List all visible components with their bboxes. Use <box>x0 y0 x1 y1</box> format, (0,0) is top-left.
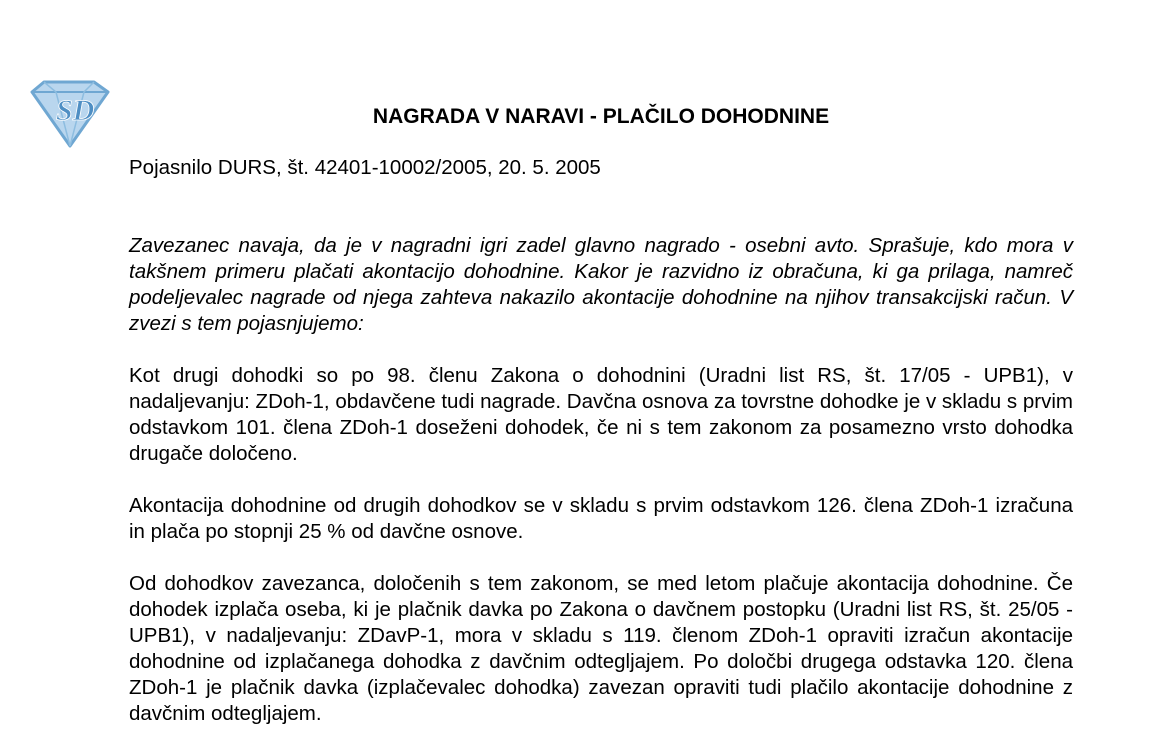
document-reference: Pojasnilo DURS, št. 42401-10002/2005, 20. 5. 2005 <box>129 156 601 179</box>
question-paragraph: Zavezanec navaja, da je v nagradni igri zadel glavno nagrado - osebni avto. Sprašuje, kdo mora v takšnem primeru plačati akontacijo dohodnine. Kakor je razvidno iz obračuna, ki ga prilaga, namreč podeljevalec nagrade od njega zahteva nakazilo akontacije dohodnine na njihov transakcijski račun. V zvezi s tem pojasnjujemo: <box>129 234 1073 335</box>
document-title: NAGRADA V NARAVI - PLAČILO DOHODNINE <box>372 105 830 128</box>
body-paragraph: Akontacija dohodnine od drugih dohodkov se v skladu s prvim odstavkom 126. člena ZDoh-1 izračuna in plača po stopnji 25 % od davčne osnove. <box>129 494 1073 543</box>
document-body <box>129 233 1073 753</box>
body-paragraph: Od dohodkov zavezanca, določenih s tem zakonom, se med letom plačuje akontacija dohodnine. Če dohodek izplača oseba, ki je plačnik davka po Zakona o davčnem postopku (Uradni list RS, št. 25/05 - UPB1), v nadaljevanju: ZDavP-1, mora v skladu s 119. členom ZDoh-1 opraviti izračun akontacije dohodnine od izplačanega dohodka z davčnim odtegljajem. Po določbi drugega odstavka 120. člena ZDoh-1 je plačnik davka (izplačevalec dohodka) zavezan opraviti tudi plačilo akontacije dohodnine z davčnim odtegljajem. <box>129 572 1073 725</box>
logo-monogram: SD <box>56 94 95 127</box>
body-paragraph: Kot drugi dohodki so po 98. členu Zakona o dohodnini (Uradni list RS, št. 17/05 - UPB1), v nadaljevanju: ZDoh-1, obdavčene tudi nagrade. Davčna osnova za tovrstne dohodke je v skladu s prvim odstavkom 101. člena ZDoh-1 doseženi dohodek, če ni s tem zakonom za posamezno vrsto dohodka drugače določeno. <box>129 364 1073 465</box>
